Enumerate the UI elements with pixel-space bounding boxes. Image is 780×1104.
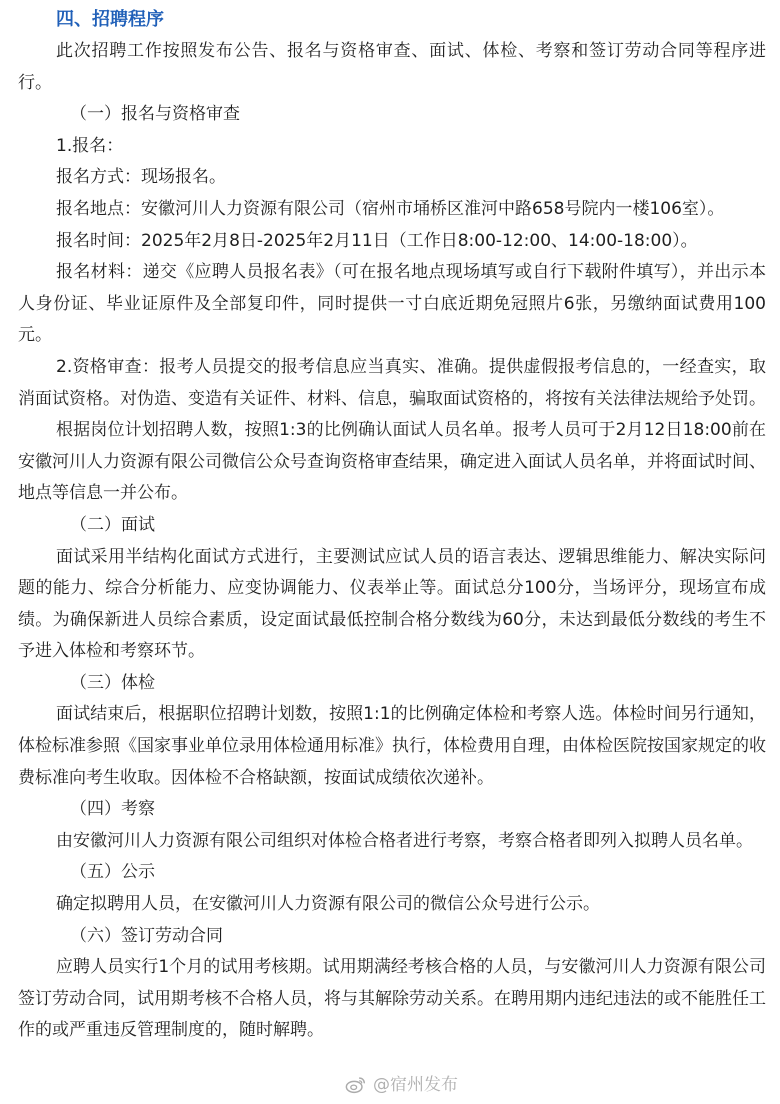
subsection-title-interview: （二）面试	[70, 514, 155, 535]
publicity-paragraph: 确定拟聘用人员，在安徽河川人力资源有限公司的微信公众号进行公示。	[56, 894, 600, 915]
intro-paragraph: 此次招聘工作按照发布公告、报名与资格审查、面试、体检、考察和签订劳动合同等程序进行。	[18, 41, 766, 93]
interview-paragraph: 面试采用半结构化面试方式进行，主要测试应试人员的语言表达、逻辑思维能力、解决实际问题的能力、综合分析能力、应变协调能力、仪表举止等。面试总分100分，当场评分，现场宣布成绩。为确保新进人员综合素质，设定面试最低控制合格分数线为60分，未达到最低分数线的考生不予进入体检和考察环节。	[18, 546, 766, 662]
inspection-paragraph: 由安徽河川人力资源有限公司组织对体检合格者进行考察，考察合格者即列入拟聘人员名单。	[56, 830, 753, 851]
subsection-title-registration: （一）报名与资格审查	[70, 104, 240, 125]
interview-ratio-paragraph: 根据岗位计划招聘人数，按照1:3的比例确认面试人员名单。报考人员可于2月12日18:00前在安徽河川人力资源有限公司微信公众号查询资格审查结果，确定进入面试人员名单，并将面试时间、地点等信息一并公布。	[18, 420, 766, 504]
registration-method: 报名方式：现场报名。	[56, 167, 226, 188]
registration-time: 报名时间：2025年2月8日-2025年2月11日（工作日8:00-12:00、14:00-18:00）。	[56, 230, 698, 251]
subsection-title-contract: （六）签订劳动合同	[70, 925, 223, 946]
registration-location: 报名地点：安徽河川人力资源有限公司（宿州市埇桥区淮河中路658号院内一楼106室）。	[56, 198, 725, 219]
watermark-text: @宿州发布	[373, 1075, 458, 1095]
subsection-title-inspection: （四）考察	[70, 799, 155, 820]
registration-materials: 报名材料：递交《应聘人员报名表》（可在报名地点现场填写或自行下载附件填写），并出示本人身份证、毕业证原件及全部复印件，同时提供一寸白底近期免冠照片6张，另缴纳面试费用100元。	[18, 262, 766, 346]
section-heading: 四、招聘程序	[56, 9, 164, 30]
watermark	[345, 1074, 458, 1096]
contract-paragraph: 应聘人员实行1个月的试用考核期。试用期满经考核合格的人员，与安徽河川人力资源有限公司签订劳动合同，试用期考核不合格人员，将与其解除劳动关系。在聘用期内违纪违法的或不能胜任工作的或严重违反管理制度的，随时解聘。	[18, 957, 766, 1041]
registration-item-label: 1.报名：	[56, 135, 124, 156]
subsection-title-physical-exam: （三）体检	[70, 672, 155, 693]
subsection-title-publicity: （五）公示	[70, 862, 155, 883]
physical-exam-paragraph: 面试结束后，根据职位招聘计划数，按照1:1的比例确定体检和考察人选。体检时间另行通知，体检标准参照《国家事业单位录用体检通用标准》执行，体检费用自理，由体检医院按国家规定的收费标准向考生收取。因体检不合格缺额，按面试成绩依次递补。	[18, 704, 766, 788]
weibo-logo-icon	[345, 1074, 367, 1096]
qualification-review: 2.资格审查：报考人员提交的报考信息应当真实、准确。提供虚假报考信息的，一经查实，取消面试资格。对伪造、变造有关证件、材料、信息，骗取面试资格的，将按有关法律法规给予处罚。	[18, 356, 766, 409]
